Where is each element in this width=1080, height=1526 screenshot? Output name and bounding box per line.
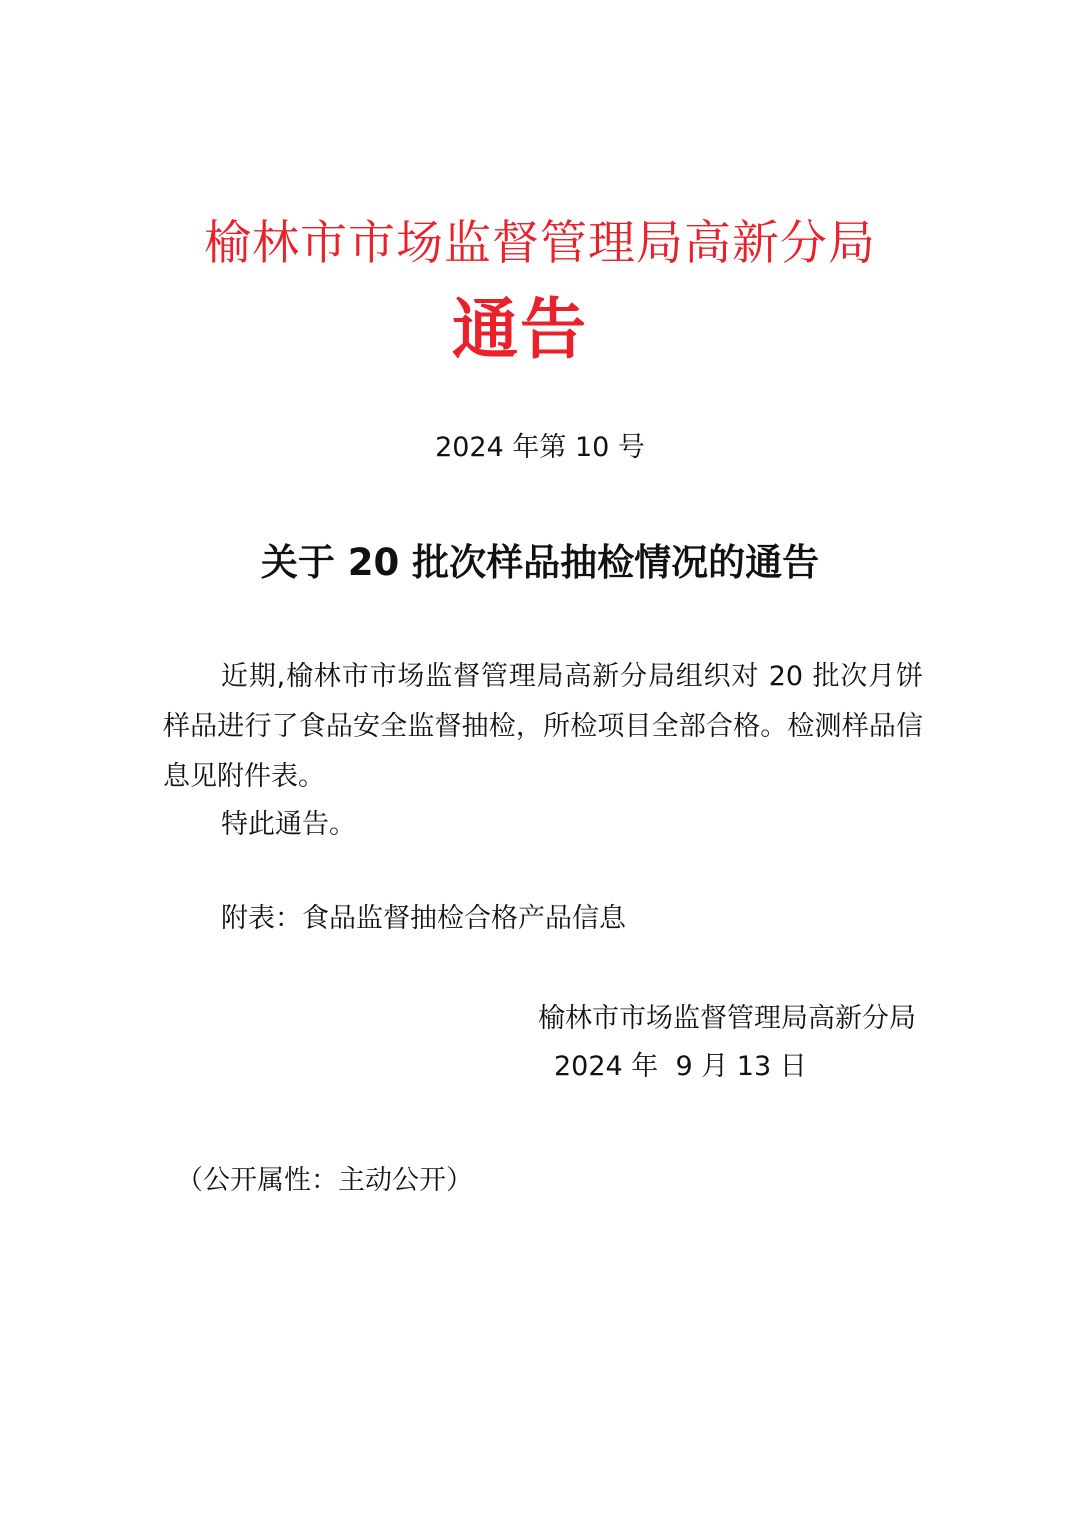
signature-organization: 榆林市市场监督管理局高新分局 bbox=[538, 1003, 916, 1034]
signature-date: 2024 年 9 月 13 日 bbox=[554, 1051, 807, 1082]
document-number: 2024 年第 10 号 bbox=[435, 432, 645, 463]
document-title: 关于 20 批次样品抽检情况的通告 bbox=[260, 541, 820, 584]
attachment-line: 附表：食品监督抽检合格产品信息 bbox=[221, 903, 626, 934]
body-paragraph: 近期,榆林市市场监督管理局高新分局组织对 20 批次月饼样品进行了食品安全监督抽检，所检项目全部合格。检测样品信息见附件表。 bbox=[163, 661, 923, 792]
disclosure-attribute: （公开属性：主动公开） bbox=[176, 1165, 473, 1196]
notice-label: 通告 bbox=[452, 291, 588, 368]
issuer-title: 榆林市市场监督管理局高新分局 bbox=[204, 216, 876, 271]
closing-line: 特此通告。 bbox=[221, 809, 356, 840]
